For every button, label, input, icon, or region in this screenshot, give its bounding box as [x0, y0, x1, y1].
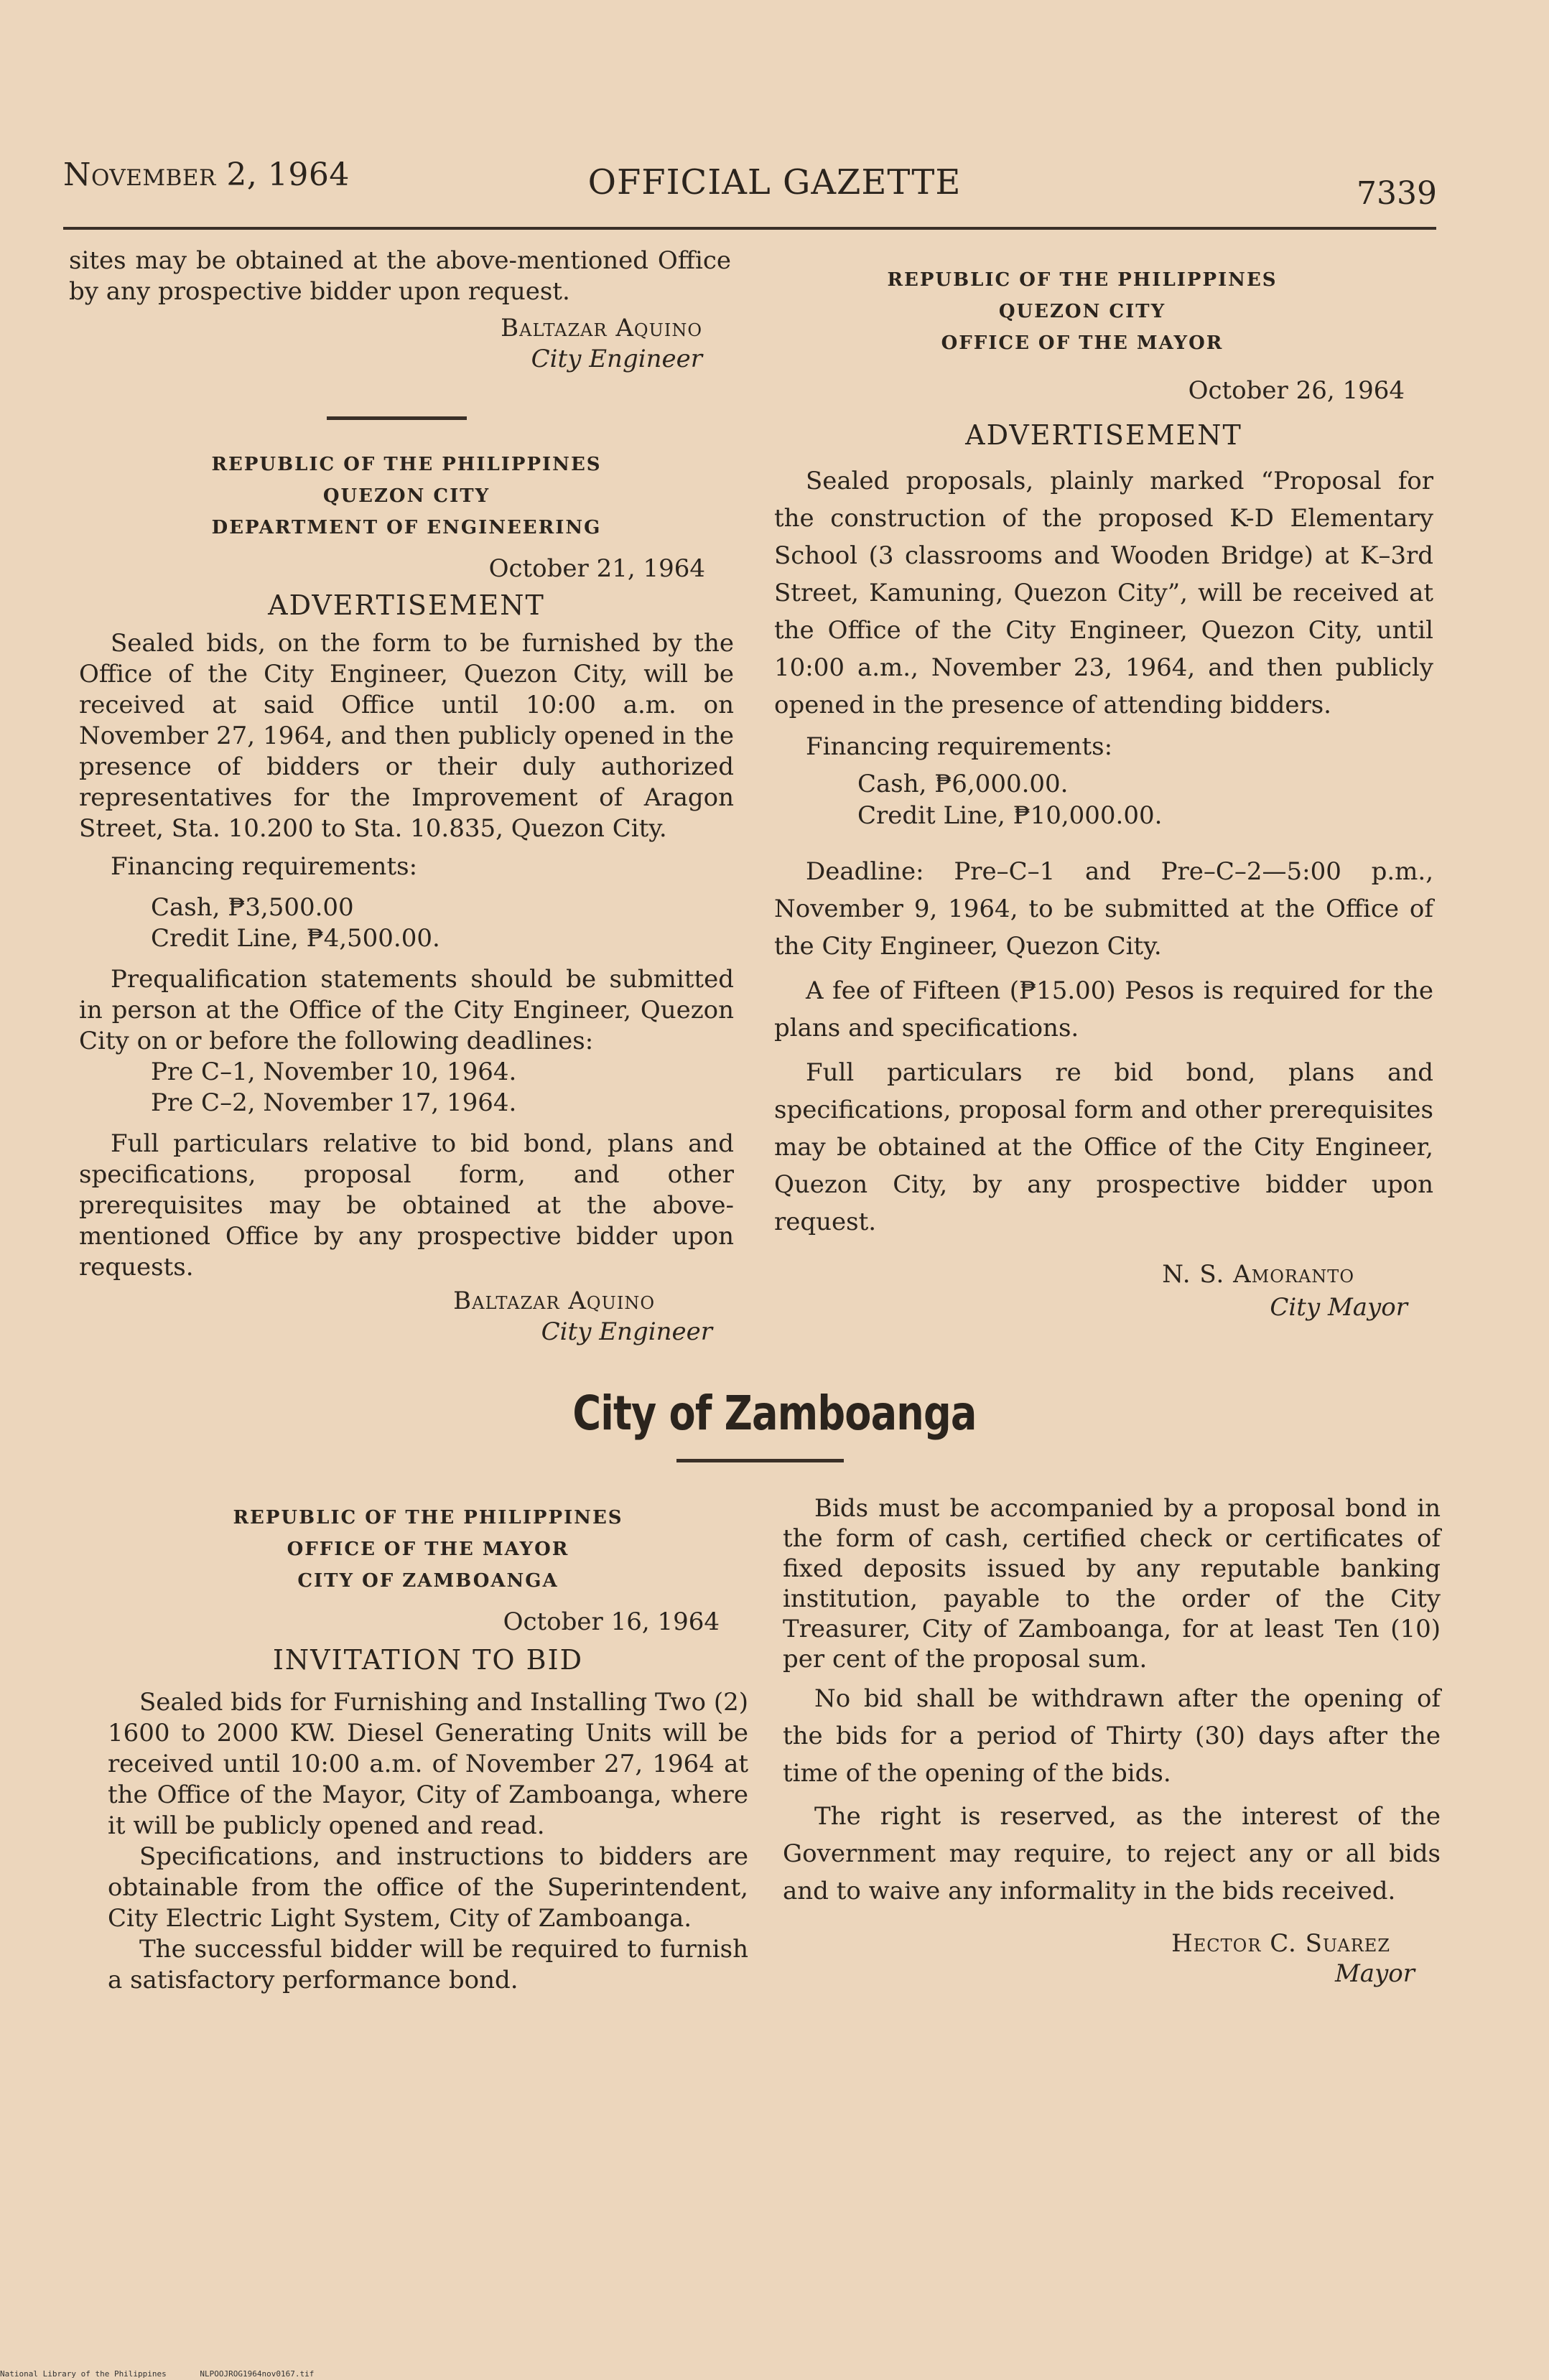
signer-name: Baltazar Aquino — [501, 314, 702, 342]
gazette-title: OFFICIAL GAZETTE — [587, 162, 962, 202]
section-title: City of Zamboanga — [572, 1386, 977, 1441]
signer-title: City Engineer — [541, 1317, 712, 1346]
ad-paragraph: Specifications, and instructions to bidders are obtainable from the office of the Superintendent, City Electric Light System, City of Zamboanga. — [108, 1842, 748, 1933]
financing-label: Financing requirements: — [111, 852, 418, 881]
ad-paragraph: Bids must be accompanied by a proposal bond in the form of cash, certified check or certificates of fixed deposits issued by any reputable banking institution, payable to the order of the City Treasurer, City of Zamboanga, for at least Ten (10) per cent of the proposal sum. — [783, 1494, 1441, 1674]
ad-heading-line: CITY OF ZAMBOANGA — [297, 1570, 559, 1592]
ad-paragraph: Prequalification statements should be submitted in person at the Office of the City Engineer, Quezon City on or before the following deadlines: — [79, 965, 734, 1055]
ad-heading-line: QUEZON CITY — [322, 485, 490, 507]
signer-title: City Mayor — [1270, 1293, 1408, 1322]
zamboanga-terms — [783, 1493, 1441, 1989]
short-divider — [327, 416, 467, 420]
ad-heading-line: REPUBLIC OF THE PHILIPPINES — [211, 454, 602, 475]
ad-heading-line: REPUBLIC OF THE PHILIPPINES — [887, 269, 1278, 291]
ad-paragraph: A fee of Fifteen (₱15.00) Pesos is required for the plans and specifications. — [774, 976, 1433, 1042]
credit-line-amount: Credit Line, ₱10,000.00. — [857, 801, 1163, 830]
continuation-text: sites may be obtained at the above-mentioned Office by any prospective bidder upon request. — [69, 246, 731, 306]
signer-name: Baltazar Aquino — [453, 1287, 655, 1315]
ad-title: ADVERTISEMENT — [965, 419, 1242, 451]
header-rule — [63, 227, 1436, 230]
header-date: November 2, 1964 — [63, 157, 350, 193]
ad-paragraph: Sealed bids for Furnishing and Installing Two (2) 1600 to 2000 KW. Diesel Generating Units will be received until 10:00 a.m. of November 27, 1964 at the Office of the Mayor, City of Zamboanga, where it will be publicly opened and read. — [108, 1688, 748, 1840]
signer-name: N. S. Amoranto — [1162, 1260, 1354, 1289]
financing-label: Financing requirements: — [806, 732, 1113, 761]
deadline-item: Pre C–1, November 10, 1964. — [151, 1058, 517, 1086]
cash-amount: Cash, ₱3,500.00 — [151, 893, 354, 922]
ad-paragraph: The successful bidder will be required to furnish a satisfactory performance bond. — [108, 1935, 748, 1994]
ad-heading-line: OFFICE OF THE MAYOR — [941, 332, 1224, 354]
ad-paragraph: The right is reserved, as the interest of the Government may require, to reject any or all bids and to waive any informality in the bids received. — [783, 1802, 1441, 1905]
signer-name: Hector C. Suarez — [1171, 1929, 1390, 1958]
ad-paragraph: Full particulars re bid bond, plans and specifications, proposal form and other prerequisites may be obtained at the Office of the City Engineer, Quezon City, by any prospective bidder upon request. — [774, 1058, 1433, 1236]
ad-heading-line: REPUBLIC OF THE PHILIPPINES — [233, 1507, 623, 1529]
page-number: 7339 — [1357, 175, 1437, 212]
ad-date: October 16, 1964 — [503, 1607, 720, 1636]
signer-title: Mayor — [1334, 1959, 1415, 1988]
signer-title: City Engineer — [531, 345, 702, 373]
footer-file: NLPOOJROG1964nov0167.tif — [200, 2369, 315, 2379]
ad-paragraph: Sealed bids, on the form to be furnished by the Office of the City Engineer, Quezon City, will be received at said Office until 10:00 a.m. on November 27, 1964, and then publicly opened in the presence of bidders or their duly authorized representatives for the Improvement of Aragon Street, Sta. 10.200 to Sta. 10.835, Quezon City. — [79, 629, 734, 843]
deadline-item: Pre C–2, November 17, 1964. — [151, 1088, 517, 1117]
section-title-rule — [676, 1459, 844, 1462]
ad-paragraph: Full particulars relative to bid bond, plans and specifications, proposal form, and other prerequisites may be obtained at the above-mentioned Office by any prospective bidder upon requests. — [79, 1129, 734, 1282]
ad-heading-line: DEPARTMENT OF ENGINEERING — [211, 517, 602, 538]
left-advertisement — [79, 449, 734, 1348]
credit-line-amount: Credit Line, ₱4,500.00. — [151, 924, 440, 953]
ad-paragraph: Sealed proposals, plainly marked “Proposal for the construction of the proposed K-D Elementary School (3 classrooms and Wooden Bridge) at K–3rd Street, Kamuning, Quezon City”, will be received at the Office of the City Engineer, Quezon City, until 10:00 a.m., November 23, 1964, and then publicly opened in the presence of attending bidders. — [774, 467, 1433, 719]
left-column-top — [69, 246, 731, 375]
ad-title: ADVERTISEMENT — [268, 589, 545, 621]
ad-heading-line: QUEZON CITY — [998, 301, 1166, 322]
ad-title: INVITATION TO BID — [272, 1644, 584, 1676]
zamboanga-invitation — [108, 1502, 748, 1996]
ad-paragraph: Deadline: Pre–C–1 and Pre–C–2—5:00 p.m., November 9, 1964, to be submitted at the Office of the City Engineer, Quezon City. — [774, 857, 1433, 961]
scan-footer — [0, 2369, 343, 2379]
ad-date: October 21, 1964 — [488, 554, 705, 583]
ad-date: October 26, 1964 — [1188, 376, 1405, 405]
ad-heading-line: OFFICE OF THE MAYOR — [287, 1539, 569, 1560]
cash-amount: Cash, ₱6,000.00. — [857, 770, 1069, 798]
footer-source: National Library of the Philippines — [0, 2369, 167, 2379]
ad-paragraph: No bid shall be withdrawn after the opening of the bids for a period of Thirty (30) days after the time of the opening of the bids. — [783, 1684, 1441, 1788]
right-advertisement — [774, 264, 1433, 1324]
